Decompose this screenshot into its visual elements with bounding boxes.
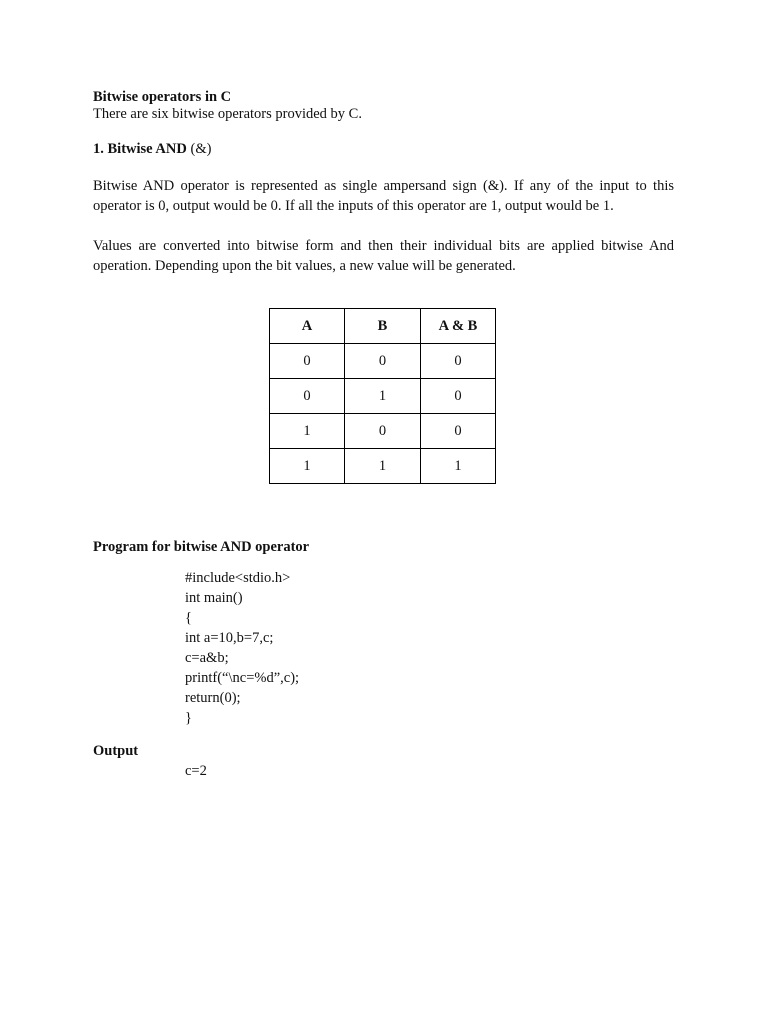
program-title: Program for bitwise AND operator — [93, 539, 310, 555]
header-a-and-b: A & B — [421, 309, 496, 344]
code-line: int a=10,b=7,c; — [185, 630, 274, 646]
code-line: } — [185, 710, 192, 726]
table-cell: 1 — [270, 414, 345, 449]
intro-text: There are six bitwise operators provided by C. — [93, 106, 362, 122]
code-line: #include<stdio.h> — [185, 570, 291, 586]
table-cell: 0 — [421, 379, 496, 414]
table-row — [270, 344, 496, 379]
output-value: c=2 — [185, 763, 207, 779]
output-title: Output — [93, 743, 139, 759]
table-cell: 0 — [421, 414, 496, 449]
section-title — [93, 139, 211, 159]
header-b: B — [345, 309, 421, 344]
code-line: { — [185, 610, 192, 626]
code-line: printf(“\nc=%d”,c); — [185, 670, 300, 686]
document-heading: Bitwise operators in C — [93, 89, 232, 105]
code-line: int main() — [185, 590, 243, 606]
table-cell: 1 — [345, 379, 421, 414]
section-title-bold: 1. Bitwise AND — [93, 141, 187, 157]
code-line: c=a&b; — [185, 650, 229, 666]
truth-table — [269, 308, 496, 484]
code-line: return(0); — [185, 690, 241, 706]
table-row — [270, 449, 496, 484]
table-row — [270, 414, 496, 449]
table-cell: 1 — [421, 449, 496, 484]
table-cell: 1 — [270, 449, 345, 484]
table-cell: 0 — [345, 414, 421, 449]
truth-table-header-row — [270, 309, 496, 344]
header-a: A — [270, 309, 345, 344]
table-cell: 0 — [270, 379, 345, 414]
table-cell: 0 — [345, 344, 421, 379]
section-title-rest: (&) — [186, 141, 212, 157]
table-row — [270, 379, 496, 414]
table-cell: 0 — [421, 344, 496, 379]
table-cell: 1 — [345, 449, 421, 484]
table-cell: 0 — [270, 344, 345, 379]
paragraph-bitwise-form: Values are converted into bitwise form and then their individual bits are applied bitwise And operation. Depending upon the bit values, a new value will be generated. — [93, 238, 674, 274]
paragraph-and-operator: Bitwise AND operator is represented as single ampersand sign (&). If any of the input to this operator is 0, output would be 0. If all the inputs of this operator are 1, output would be 1. — [93, 178, 674, 214]
